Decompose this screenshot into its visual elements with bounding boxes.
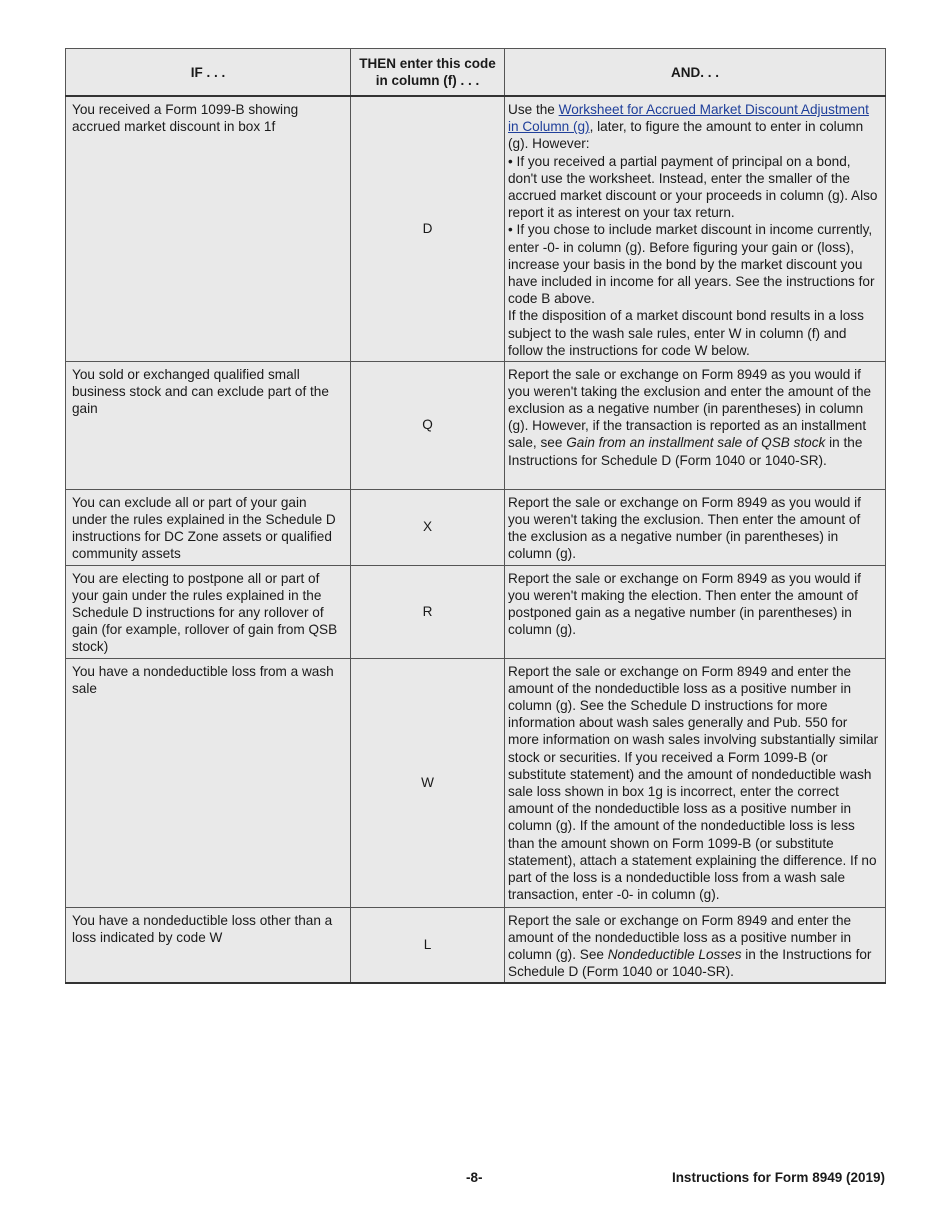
table-row-code-q [66,361,886,489]
worksheet-link[interactable]: Worksheet for Accrued Market Discount Adjustment in Column (g) [508,102,869,135]
header-then-line1: THEN enter this code [359,56,496,71]
and-text-post: , later, to figure the amount to enter in column (g). However: [508,119,864,152]
if-cell: You have a nondeductible loss from a wash sale [66,658,351,907]
code-cell: X [351,489,505,565]
table-row-code-d [66,96,886,361]
code-cell: D [351,96,505,361]
and-text-closing: If the disposition of a market discount bond results in a loss subject to the wash sale rules, enter W in column (f) and follow the instructions for code W below. [508,308,864,358]
table-row-code-x [66,489,886,565]
if-cell: You are electing to postpone all or part of your gain under the rules explained in the Schedule D instructions for any rollover of gain (for example, rollover of gain from QSB stock) [66,565,351,658]
and-text-post: in the Instructions for Schedule D (Form 1040 or 1040-SR). [508,946,872,980]
header-then [351,49,505,97]
table-header-row [66,49,886,97]
if-cell: You have a nondeductible loss other than a loss indicated by code W [66,907,351,983]
header-then-line2: in column (f) . . . [375,73,480,88]
table-row-code-l [66,907,886,983]
and-cell [505,96,886,361]
and-cell: Report the sale or exchange on Form 8949 as you would if you weren't making the election. Then enter the amount of postponed gain as a negative number (in parentheses) in column (g). [505,565,886,658]
and-cell [505,907,886,983]
and-cell: Report the sale or exchange on Form 8949 and enter the amount of the nondeductible loss as a positive number in column (g). See the Schedule D instructions for more information about wash sales generally and Pub. 550 for more information on wash sales involving substantially similar stock or securities. If you received a Form 1099-B (or substitute statement) and the amount of nondeductible wash sale loss shown in box 1g is incorrect, enter the correct amount of the nondeductible loss as a positive number in column (g). If the amount of the nondeductible loss is less than the amount shown on Form 1099-B (or substitute statement), attach a statement explaining the difference. If no part of the loss is a nondeductible loss from a wash sale transaction, enter -0- in column (g). [505,658,886,907]
document-title: Instructions for Form 8949 (2019) [671,1170,885,1185]
and-cell [505,361,886,489]
adjustment-codes-table [65,48,886,984]
header-if: IF . . . [66,49,351,97]
code-cell: Q [351,361,505,489]
and-text-pre: Report the sale or exchange on Form 8949 as you would if you weren't taking the exclusion and enter the amount of the exclusion as a negative number (in parentheses) in column (g). However, if the transaction is reported as an installment sale, see [508,366,872,451]
and-text-post: in the Instructions for Schedule D (Form 1040 or 1040-SR). [508,435,863,468]
and-text-italic: Gain from an installment sale of QSB stock [566,435,826,451]
code-cell: R [351,565,505,658]
code-cell: W [351,658,505,907]
and-text-italic: Nondeductible Losses [607,946,742,962]
and-text-pre: Use the [508,102,559,117]
and-cell: Report the sale or exchange on Form 8949 as you would if you weren't taking the exclusion. Then enter the amount of the exclusion as a negative number (in parentheses) in column (g). [505,489,886,565]
table-row-code-w [66,658,886,907]
table-row-code-r [66,565,886,658]
header-and: AND. . . [505,49,886,97]
if-cell: You can exclude all or part of your gain under the rules explained in the Schedule D instructions for DC Zone assets or qualified community assets [66,489,351,565]
bullet-partial-payment: • If you received a partial payment of principal on a bond, don't use the worksheet. Instead, enter the smaller of the accrued market discount or your proceeds in column (g). Also report it as interest on your tax return. [508,153,878,221]
if-cell: You received a Form 1099-B showing accrued market discount in box 1f [66,96,351,361]
bullet-market-discount: • If you chose to include market discount in income currently, enter -0- in column (g). Before figuring your gain or (loss), increase your basis in the bond by the market discount you have included in income for all years. See the instructions for code B above. [508,222,875,307]
page-number: -8- [466,1170,483,1185]
code-cell: L [351,907,505,983]
and-text-pre: Report the sale or exchange on Form 8949 and enter the amount of the nondeductible loss as a positive number in column (g). See [508,912,852,962]
if-cell: You sold or exchanged qualified small business stock and can exclude part of the gain [66,361,351,489]
